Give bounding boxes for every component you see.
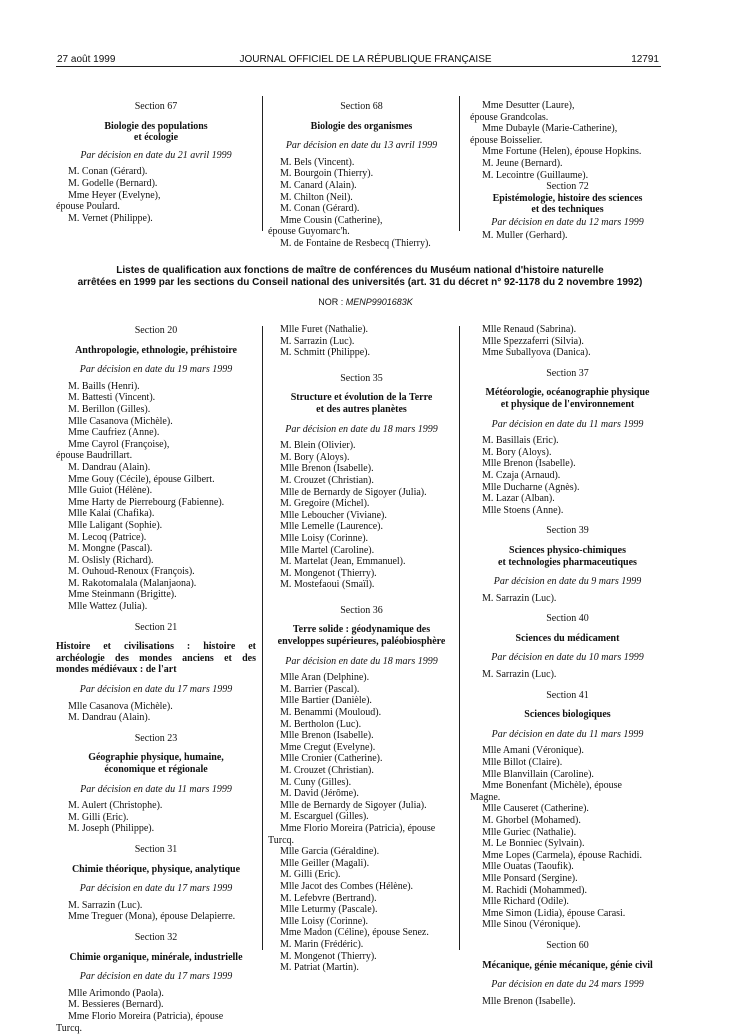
top-column-3	[470, 100, 665, 241]
name-list	[470, 745, 665, 791]
decision-date: Par décision en date du 11 mars 1999	[470, 419, 665, 431]
section-title-line: mondes médiévaux : de l'art	[56, 664, 256, 676]
name-entry: M. Cuny (Gilles).	[268, 777, 455, 789]
name-entry: épouse Grandcolas.	[470, 112, 665, 124]
top-divider-1	[262, 96, 263, 231]
section-heading: Section 36	[268, 605, 455, 617]
section-title-line: archéologie des mondes anciens et des	[56, 653, 256, 665]
name-list	[470, 435, 665, 516]
name-entry: M. Canard (Alain).	[268, 180, 455, 192]
name-entry: Mlle Geiller (Magali).	[268, 858, 455, 870]
name-list	[470, 593, 665, 605]
name-entry: M. Battesti (Vincent).	[56, 392, 256, 404]
decision-date: Par décision en date du 9 mars 1999	[470, 576, 665, 588]
section-title	[56, 641, 256, 676]
name-entry: M. Ouhoud-Renoux (François).	[56, 566, 256, 578]
name-entry: Mlle de Bernardy de Sigoyer (Julia).	[268, 800, 455, 812]
name-continuation: Magne.	[470, 792, 665, 804]
name-entry: M. Martelat (Jean, Emmanuel).	[268, 556, 455, 568]
name-entry: M. Crouzet (Christian).	[268, 765, 455, 777]
name-entry: M. Marin (Frédéric).	[268, 939, 455, 951]
name-entry: Mlle Ducharne (Agnès).	[470, 482, 665, 494]
name-entry: Mme Gouy (Cécile), épouse Gilbert.	[56, 474, 256, 486]
section-heading: Section 20	[56, 325, 256, 337]
name-entry: M. Berillon (Gilles).	[56, 404, 256, 416]
name-entry: Mme Florio Moreira (Patricia), épouse	[268, 823, 455, 835]
section-title-line: Météorologie, océanographie physique	[470, 387, 665, 399]
section-title-line: et des techniques	[470, 204, 665, 216]
name-list	[268, 238, 455, 250]
name-entry: M. Czaja (Arnaud).	[470, 470, 665, 482]
name-entry: M. Bory (Aloys).	[268, 452, 455, 464]
name-continuation: épouse Poulard.	[56, 201, 256, 213]
name-entry: M. Mostefaoui (Smaïl).	[268, 579, 455, 591]
name-entry: M. Gilli (Eric).	[268, 869, 455, 881]
name-entry: M. Dandrau (Alain).	[56, 462, 256, 474]
name-list	[470, 803, 665, 931]
section-title: Chimie organique, minérale, industrielle	[56, 952, 256, 964]
name-entry: Mme Cayrol (Françoise),	[56, 439, 256, 451]
section-title-line: et physique de l'environnement	[470, 399, 665, 411]
name-entry: Mlle Billot (Claire).	[470, 757, 665, 769]
name-entry: Mme Florio Moreira (Patricia), épouse	[56, 1011, 256, 1023]
section-title-line: Géographie physique, humaine,	[56, 752, 256, 764]
document-title-line: Listes de qualification aux fonctions de maître de conférences du Muséum national d'histoire naturelle	[60, 265, 660, 277]
section-title: Mécanique, génie mécanique, génie civil	[470, 960, 665, 972]
name-entry: Mlle Sinou (Véronique).	[470, 919, 665, 931]
section-title	[268, 392, 455, 415]
section-heading: Section 39	[470, 525, 665, 537]
decision-date: Par décision en date du 17 mars 1999	[56, 971, 256, 983]
decision-date: Par décision en date du 19 mars 1999	[56, 364, 256, 376]
name-entry: Mlle Kalai (Chafika).	[56, 508, 256, 520]
name-entry: M. Schmitt (Philippe).	[268, 347, 455, 359]
name-entry: M. Mongne (Pascal).	[56, 543, 256, 555]
name-entry: M. Conan (Gérard).	[56, 166, 256, 178]
name-entry: M. Chilton (Neil).	[268, 192, 455, 204]
header-page-number: 12791	[631, 54, 659, 65]
decision-date: Par décision en date du 18 mars 1999	[268, 656, 455, 668]
name-list	[56, 381, 256, 451]
name-entry: Mme Lopes (Carmela), épouse Rachidi.	[470, 850, 665, 862]
name-entry: Mme Fortune (Helen), épouse Hopkins.	[470, 146, 665, 158]
name-entry: Mlle Leturmy (Pascale).	[268, 904, 455, 916]
name-entry: Mlle Richard (Odile).	[470, 896, 665, 908]
section-heading: Section 68	[268, 101, 455, 113]
name-entry: Mlle Brenon (Isabelle).	[268, 730, 455, 742]
name-entry: Mme Cregut (Evelyne).	[268, 742, 455, 754]
name-entry: M. Mongenot (Thierry).	[268, 951, 455, 963]
name-entry: Mlle Blanvillain (Caroline).	[470, 769, 665, 781]
name-list	[470, 100, 665, 181]
section-title: Biologie des organismes	[268, 121, 455, 133]
name-entry: M. Benammi (Mouloud).	[268, 707, 455, 719]
name-entry: Mlle Laligant (Sophie).	[56, 520, 256, 532]
name-entry: M. Ghorbel (Mohamed).	[470, 815, 665, 827]
name-entry: Mlle Bartier (Danièle).	[268, 695, 455, 707]
name-continuation: épouse Guyomarc'h.	[268, 226, 455, 238]
section-title-line: économique et régionale	[56, 764, 256, 776]
name-list	[268, 440, 455, 591]
name-list	[268, 672, 455, 834]
name-entry: Mlle Ouatas (Taoufik).	[470, 861, 665, 873]
section-heading: Section 37	[470, 368, 665, 380]
name-entry: M. Muller (Gerhard).	[470, 230, 665, 242]
name-entry: Mme Desutter (Laure),	[470, 100, 665, 112]
document-title	[60, 265, 660, 289]
name-list	[56, 701, 256, 724]
name-entry: Mlle Renaud (Sabrina).	[470, 324, 665, 336]
name-list	[56, 166, 256, 201]
name-entry: Mlle de Bernardy de Sigoyer (Julia).	[268, 487, 455, 499]
name-entry: Mlle Martel (Caroline).	[268, 545, 455, 557]
name-entry: Mlle Leboucher (Viviane).	[268, 510, 455, 522]
name-list	[268, 846, 455, 974]
name-entry: Mlle Stoens (Anne).	[470, 505, 665, 517]
name-entry: M. Aulert (Christophe).	[56, 800, 256, 812]
header-journal-title: JOURNAL OFFICIEL DE LA RÉPUBLIQUE FRANÇAISE	[0, 54, 731, 65]
name-entry: M. Gilli (Eric).	[56, 812, 256, 824]
name-list	[470, 324, 665, 359]
name-entry: M. Lazar (Alban).	[470, 493, 665, 505]
top-divider-2	[459, 96, 460, 231]
name-list	[470, 669, 665, 681]
name-entry: M. Conan (Gérard).	[268, 203, 455, 215]
name-entry: M. Lecoq (Patrice).	[56, 532, 256, 544]
section-title	[56, 121, 256, 144]
name-list	[470, 230, 665, 242]
name-entry: M. Bory (Aloys).	[470, 447, 665, 459]
bottom-column-3	[470, 324, 665, 1007]
name-entry: Mme Steinmann (Brigitte).	[56, 589, 256, 601]
nor-label: NOR :	[318, 297, 343, 307]
section-title-line: et technologies pharmaceutiques	[470, 557, 665, 569]
header-rule	[56, 66, 661, 67]
name-entry: Mlle Guiot (Hélène).	[56, 485, 256, 497]
name-entry: Mlle Guriec (Nathalie).	[470, 827, 665, 839]
name-list	[56, 988, 256, 1023]
name-continuation: Turcq.	[56, 1023, 256, 1034]
name-continuation: Turcq.	[268, 835, 455, 847]
name-entry: Mlle Causeret (Catherine).	[470, 803, 665, 815]
name-entry: Mlle Brenon (Isabelle).	[470, 996, 665, 1008]
name-entry: Mme Bonenfant (Michèle), épouse	[470, 780, 665, 792]
name-entry: Mlle Cronier (Catherine).	[268, 753, 455, 765]
name-entry: Mme Simon (Lidia), épouse Carasi.	[470, 908, 665, 920]
section-heading: Section 41	[470, 690, 665, 702]
name-entry: M. de Fontaine de Resbecq (Thierry).	[268, 238, 455, 250]
decision-date: Par décision en date du 10 mars 1999	[470, 652, 665, 664]
name-entry: épouse Boisselier.	[470, 135, 665, 147]
name-entry: M. Escarguel (Gilles).	[268, 811, 455, 823]
name-entry: M. Sarrazin (Luc).	[470, 669, 665, 681]
name-list	[56, 213, 256, 225]
section-title-line: Epistémologie, histoire des sciences	[470, 193, 665, 205]
name-entry: Mlle Spezzaferri (Silvia).	[470, 336, 665, 348]
section-title	[470, 193, 665, 216]
name-entry: M. Rachidi (Mohammed).	[470, 885, 665, 897]
name-entry: Mme Dubayle (Marie-Catherine),	[470, 123, 665, 135]
section-title-line: et des autres planètes	[268, 404, 455, 416]
name-entry: M. Lefebvre (Bertrand).	[268, 893, 455, 905]
section-heading: Section 67	[56, 101, 256, 113]
section-title-line: Biologie des populations	[56, 121, 256, 133]
bottom-column-2	[268, 324, 455, 974]
name-entry: M. Blein (Olivier).	[268, 440, 455, 452]
name-entry: Mlle Casanova (Michèle).	[56, 701, 256, 713]
name-entry: M. Rakotomalala (Malanjaona).	[56, 578, 256, 590]
document-title-line: arrêtées en 1999 par les sections du Conseil national des universités (art. 31 du décret n° 92-1178 du 2 novembre 1992)	[60, 277, 660, 289]
name-list	[268, 157, 455, 227]
name-entry: Mlle Furet (Nathalie).	[268, 324, 455, 336]
section-heading: Section 35	[268, 373, 455, 385]
nor-reference	[0, 297, 731, 307]
bottom-divider-1	[262, 326, 263, 950]
section-title	[470, 387, 665, 410]
name-entry: Mlle Ponsard (Sergine).	[470, 873, 665, 885]
name-entry: Mme Harty de Pierrebourg (Fabienne).	[56, 497, 256, 509]
name-entry: M. David (Jérôme).	[268, 788, 455, 800]
name-entry: Mme Caufriez (Anne).	[56, 427, 256, 439]
name-list	[56, 800, 256, 835]
section-title	[470, 545, 665, 568]
name-entry: M. Joseph (Philippe).	[56, 823, 256, 835]
name-entry: Mlle Loisy (Corinne).	[268, 533, 455, 545]
name-entry: M. Bels (Vincent).	[268, 157, 455, 169]
name-entry: Mlle Lemelle (Laurence).	[268, 521, 455, 533]
name-entry: M. Crouzet (Christian).	[268, 475, 455, 487]
bottom-divider-2	[459, 326, 460, 950]
decision-date: Par décision en date du 21 avril 1999	[56, 150, 256, 162]
section-title-line: Terre solide : géodynamique des	[268, 624, 455, 636]
name-continuation: épouse Baudrillart.	[56, 450, 256, 462]
name-entry: Mlle Wattez (Julia).	[56, 601, 256, 613]
name-entry: Mme Cousin (Catherine),	[268, 215, 455, 227]
name-list	[268, 324, 455, 359]
name-entry: Mlle Garcia (Géraldine).	[268, 846, 455, 858]
section-title-line: et écologie	[56, 132, 256, 144]
name-entry: M. Mongenot (Thierry).	[268, 568, 455, 580]
bottom-column-1	[56, 316, 256, 1034]
name-entry: M. Le Bonniec (Sylvain).	[470, 838, 665, 850]
nor-code: MENP9901683K	[346, 297, 413, 307]
name-list	[470, 996, 665, 1008]
section-title	[56, 752, 256, 775]
section-heading: Section 21	[56, 622, 256, 634]
decision-date: Par décision en date du 13 avril 1999	[268, 140, 455, 152]
section-title: Anthropologie, ethnologie, préhistoire	[56, 345, 256, 357]
decision-date: Par décision en date du 11 mars 1999	[470, 729, 665, 741]
section-title-line: Sciences physico-chimiques	[470, 545, 665, 557]
name-entry: M. Godelle (Bernard).	[56, 178, 256, 190]
name-entry: M. Bessieres (Bernard).	[56, 999, 256, 1011]
name-list	[56, 900, 256, 923]
name-entry: Mlle Brenon (Isabelle).	[470, 458, 665, 470]
section-heading: Section 72	[470, 181, 665, 193]
section-title	[268, 624, 455, 647]
name-entry: M. Bourgoin (Thierry).	[268, 168, 455, 180]
decision-date: Par décision en date du 17 mars 1999	[56, 883, 256, 895]
section-title-line: enveloppes supérieures, paléobiosphère	[268, 636, 455, 648]
section-heading: Section 31	[56, 844, 256, 856]
name-entry: M. Bertholon (Luc).	[268, 719, 455, 731]
section-heading: Section 40	[470, 613, 665, 625]
name-entry: M. Baills (Henri).	[56, 381, 256, 393]
name-entry: Mlle Loisy (Corinne).	[268, 916, 455, 928]
name-entry: Mlle Jacot des Combes (Hélène).	[268, 881, 455, 893]
name-entry: Mme Heyer (Evelyne),	[56, 190, 256, 202]
decision-date: Par décision en date du 18 mars 1999	[268, 424, 455, 436]
name-entry: M. Sarrazin (Luc).	[268, 336, 455, 348]
header-date: 27 août 1999	[57, 54, 115, 65]
name-entry: Mlle Amani (Véronique).	[470, 745, 665, 757]
section-heading: Section 23	[56, 733, 256, 745]
name-entry: M. Oslisly (Richard).	[56, 555, 256, 567]
decision-date: Par décision en date du 17 mars 1999	[56, 684, 256, 696]
name-entry: M. Gregoire (Michel).	[268, 498, 455, 510]
name-entry: Mlle Brenon (Isabelle).	[268, 463, 455, 475]
name-entry: Mlle Casanova (Michèle).	[56, 416, 256, 428]
section-heading: Section 32	[56, 932, 256, 944]
name-entry: M. Barrier (Pascal).	[268, 684, 455, 696]
section-title-line: Histoire et civilisations : histoire et	[56, 641, 256, 653]
name-entry: M. Sarrazin (Luc).	[56, 900, 256, 912]
section-title: Chimie théorique, physique, analytique	[56, 864, 256, 876]
decision-date: Par décision en date du 11 mars 1999	[56, 784, 256, 796]
top-column-1	[56, 92, 256, 224]
decision-date: Par décision en date du 12 mars 1999	[470, 217, 665, 229]
section-heading: Section 60	[470, 940, 665, 952]
name-list	[56, 462, 256, 613]
section-title-line: Structure et évolution de la Terre	[268, 392, 455, 404]
name-entry: Mlle Arimondo (Paola).	[56, 988, 256, 1000]
name-entry: Mlle Aran (Delphine).	[268, 672, 455, 684]
name-entry: M. Vernet (Philippe).	[56, 213, 256, 225]
name-entry: M. Basillais (Eric).	[470, 435, 665, 447]
name-entry: M. Dandrau (Alain).	[56, 712, 256, 724]
name-entry: M. Sarrazin (Luc).	[470, 593, 665, 605]
section-title: Sciences du médicament	[470, 633, 665, 645]
section-title: Sciences biologiques	[470, 709, 665, 721]
name-entry: M. Jeune (Bernard).	[470, 158, 665, 170]
name-entry: M. Lecointre (Guillaume).	[470, 170, 665, 182]
name-entry: Mme Suballyova (Danica).	[470, 347, 665, 359]
name-entry: Mme Treguer (Mona), épouse Delapierre.	[56, 911, 256, 923]
decision-date: Par décision en date du 24 mars 1999	[470, 979, 665, 991]
top-column-2	[268, 92, 455, 250]
name-entry: M. Patriat (Martin).	[268, 962, 455, 974]
name-entry: Mme Madon (Céline), épouse Senez.	[268, 927, 455, 939]
